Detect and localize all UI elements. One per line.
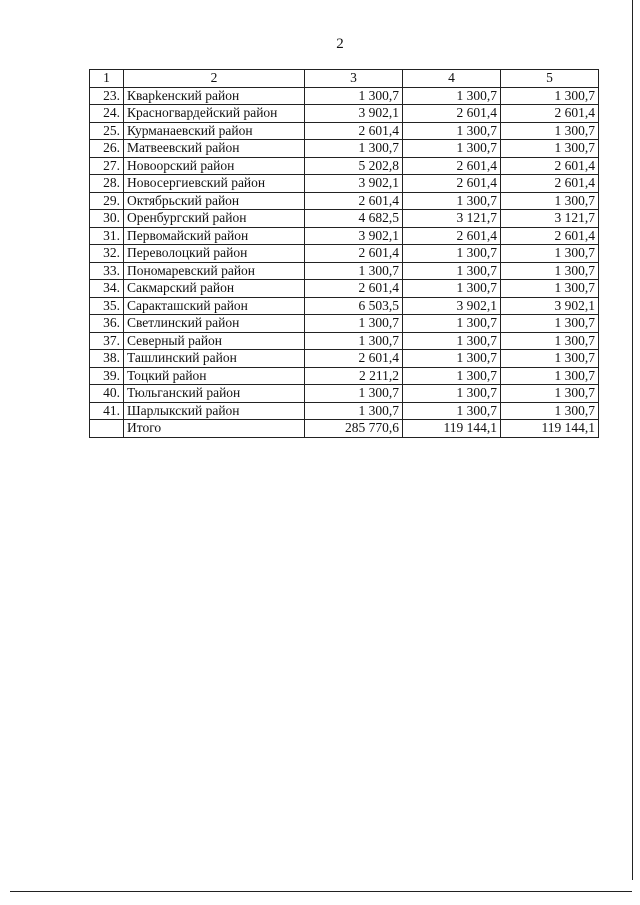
column-header: 3 [305, 70, 403, 88]
column-3-value: 2 601,4 [305, 122, 403, 140]
column-5-value: 1 300,7 [501, 87, 599, 105]
column-4-value: 1 300,7 [403, 315, 501, 333]
column-4-value: 3 121,7 [403, 210, 501, 228]
total-column-5: 119 144,1 [501, 420, 599, 438]
column-3-value: 5 202,8 [305, 157, 403, 175]
column-4-value: 1 300,7 [403, 140, 501, 158]
column-3-value: 1 300,7 [305, 140, 403, 158]
row-number: 37. [90, 332, 124, 350]
district-name: Тюльганский район [124, 385, 305, 403]
column-4-value: 2 601,4 [403, 227, 501, 245]
district-name: Первомайский район [124, 227, 305, 245]
row-number: 39. [90, 367, 124, 385]
column-3-value: 1 300,7 [305, 315, 403, 333]
district-name: Кварkенский район [124, 87, 305, 105]
column-5-value: 1 300,7 [501, 192, 599, 210]
column-4-value: 1 300,7 [403, 262, 501, 280]
row-number: 30. [90, 210, 124, 228]
table-row [90, 297, 599, 315]
total-column-3: 285 770,6 [305, 420, 403, 438]
district-name: Саракташский район [124, 297, 305, 315]
total-row [90, 420, 599, 438]
table-row [90, 245, 599, 263]
district-name: Курманаевский район [124, 122, 305, 140]
table-row [90, 122, 599, 140]
table-header-row [90, 70, 599, 88]
column-3-value: 1 300,7 [305, 262, 403, 280]
table-body [90, 87, 599, 437]
column-5-value: 2 601,4 [501, 227, 599, 245]
district-name: Тоцкий район [124, 367, 305, 385]
district-name: Сакмарский район [124, 280, 305, 298]
row-number: 40. [90, 385, 124, 403]
row-number: 36. [90, 315, 124, 333]
district-name: Новосергиевский район [124, 175, 305, 193]
column-header: 4 [403, 70, 501, 88]
column-3-value: 2 601,4 [305, 192, 403, 210]
column-4-value: 1 300,7 [403, 367, 501, 385]
row-number: 26. [90, 140, 124, 158]
column-5-value: 2 601,4 [501, 175, 599, 193]
column-5-value: 3 121,7 [501, 210, 599, 228]
column-4-value: 1 300,7 [403, 245, 501, 263]
row-number: 27. [90, 157, 124, 175]
column-5-value: 1 300,7 [501, 402, 599, 420]
page-bottom-edge [10, 891, 632, 892]
column-4-value: 1 300,7 [403, 87, 501, 105]
page-right-edge [632, 0, 633, 880]
row-number: 34. [90, 280, 124, 298]
table-row [90, 315, 599, 333]
row-number: 23. [90, 87, 124, 105]
table-row [90, 210, 599, 228]
table-row [90, 105, 599, 123]
column-3-value: 2 211,2 [305, 367, 403, 385]
district-name: Шарлыкский район [124, 402, 305, 420]
column-5-value: 1 300,7 [501, 122, 599, 140]
column-4-value: 2 601,4 [403, 157, 501, 175]
district-name: Октябрьский район [124, 192, 305, 210]
table-row [90, 332, 599, 350]
column-3-value: 1 300,7 [305, 332, 403, 350]
table-row [90, 402, 599, 420]
district-name: Оренбургский район [124, 210, 305, 228]
row-number: 29. [90, 192, 124, 210]
column-5-value: 2 601,4 [501, 157, 599, 175]
district-name: Переволоцкий район [124, 245, 305, 263]
column-5-value: 1 300,7 [501, 332, 599, 350]
district-name: Северный район [124, 332, 305, 350]
column-3-value: 4 682,5 [305, 210, 403, 228]
row-number: 33. [90, 262, 124, 280]
column-5-value: 1 300,7 [501, 262, 599, 280]
district-name: Новоорский район [124, 157, 305, 175]
table-row [90, 175, 599, 193]
district-name: Пономаревский район [124, 262, 305, 280]
column-4-value: 2 601,4 [403, 175, 501, 193]
column-5-value: 2 601,4 [501, 105, 599, 123]
column-3-value: 2 601,4 [305, 245, 403, 263]
column-3-value: 1 300,7 [305, 385, 403, 403]
district-name: Матвеевский район [124, 140, 305, 158]
table-row [90, 385, 599, 403]
column-5-value: 1 300,7 [501, 140, 599, 158]
column-3-value: 3 902,1 [305, 175, 403, 193]
district-name: Красногвардейский район [124, 105, 305, 123]
table-row [90, 192, 599, 210]
table-row [90, 140, 599, 158]
column-header: 1 [90, 70, 124, 88]
column-4-value: 1 300,7 [403, 332, 501, 350]
column-5-value: 1 300,7 [501, 350, 599, 368]
column-4-value: 1 300,7 [403, 385, 501, 403]
allocation-table [89, 69, 599, 438]
column-3-value: 2 601,4 [305, 280, 403, 298]
column-4-value: 1 300,7 [403, 402, 501, 420]
column-5-value: 1 300,7 [501, 280, 599, 298]
table-row [90, 262, 599, 280]
column-4-value: 1 300,7 [403, 350, 501, 368]
row-number: 24. [90, 105, 124, 123]
column-4-value: 1 300,7 [403, 122, 501, 140]
row-number: 32. [90, 245, 124, 263]
column-3-value: 1 300,7 [305, 87, 403, 105]
column-5-value: 1 300,7 [501, 367, 599, 385]
column-4-value: 2 601,4 [403, 105, 501, 123]
table-row [90, 280, 599, 298]
column-5-value: 1 300,7 [501, 245, 599, 263]
column-5-value: 1 300,7 [501, 315, 599, 333]
column-4-value: 1 300,7 [403, 192, 501, 210]
column-3-value: 1 300,7 [305, 402, 403, 420]
column-3-value: 2 601,4 [305, 350, 403, 368]
row-number: 38. [90, 350, 124, 368]
total-label: Итого [124, 420, 305, 438]
page-number: 2 [336, 36, 344, 52]
total-row-number [90, 420, 124, 438]
table-row [90, 87, 599, 105]
table-row [90, 350, 599, 368]
column-4-value: 3 902,1 [403, 297, 501, 315]
total-column-4: 119 144,1 [403, 420, 501, 438]
row-number: 35. [90, 297, 124, 315]
row-number: 41. [90, 402, 124, 420]
row-number: 25. [90, 122, 124, 140]
column-3-value: 3 902,1 [305, 105, 403, 123]
row-number: 28. [90, 175, 124, 193]
column-3-value: 6 503,5 [305, 297, 403, 315]
column-3-value: 3 902,1 [305, 227, 403, 245]
row-number: 31. [90, 227, 124, 245]
column-header: 2 [124, 70, 305, 88]
district-name: Ташлинский район [124, 350, 305, 368]
district-name: Светлинский район [124, 315, 305, 333]
column-4-value: 1 300,7 [403, 280, 501, 298]
table-row [90, 157, 599, 175]
table-row [90, 227, 599, 245]
table-row [90, 367, 599, 385]
column-header: 5 [501, 70, 599, 88]
column-5-value: 1 300,7 [501, 385, 599, 403]
column-5-value: 3 902,1 [501, 297, 599, 315]
